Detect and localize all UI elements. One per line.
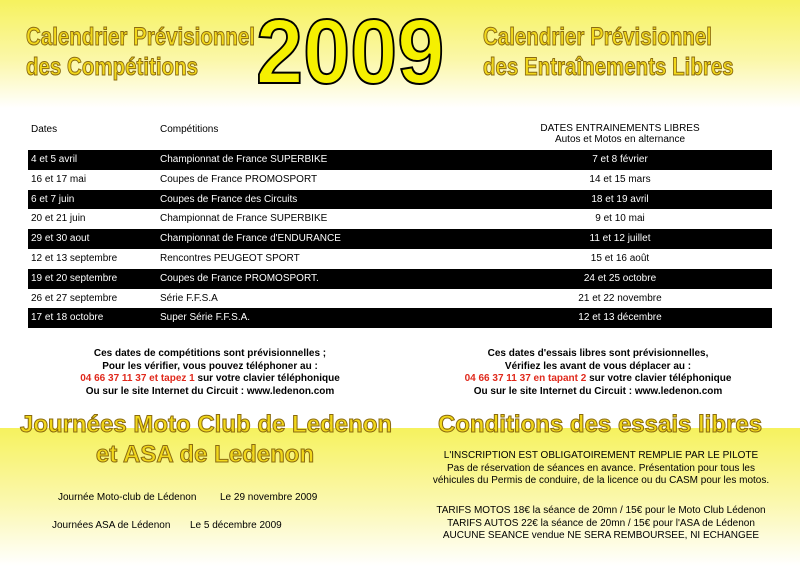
row-competition: Coupes de France PROMOSPORT: [160, 173, 318, 185]
moto-club-day-label: Journée Moto-club de Lédenon: [58, 492, 197, 503]
row-date: 20 et 21 juin: [31, 213, 86, 225]
table-row: [28, 150, 772, 170]
table-row: [28, 229, 772, 249]
moto-club-day: [58, 492, 317, 505]
column-header-training-line-1: DATES ENTRAINEMENTS LIBRES: [540, 123, 700, 134]
row-date: 29 et 30 aout: [31, 233, 90, 245]
training-phone: 04 66 37 11 37 en tapant 2: [464, 373, 587, 384]
training-title-line-2: des Entraînements Libres: [483, 53, 734, 81]
table-row: [28, 190, 772, 210]
asa-day: [52, 520, 282, 533]
row-training-date: 9 et 10 mai: [595, 213, 645, 225]
training-phone-rest: sur votre clavier téléphonique: [586, 373, 732, 384]
row-competition: Rencontres PEUGEOT SPORT: [160, 252, 300, 264]
conditions-line-1: L'INSCRIPTION EST OBLIGATOIREMENT REMPLIE PAR LE PILOTE: [443, 450, 759, 461]
training-notice-line-2: Vérifiez les avant de vous déplacer au :: [504, 360, 692, 372]
row-training-date: 7 et 8 février: [592, 154, 648, 165]
competitions-calendar-title: [26, 22, 255, 82]
column-header-training: [500, 123, 740, 145]
asa-day-date: Le 5 décembre 2009: [190, 520, 282, 531]
column-header-training-line-2: Autos et Motos en alternance: [554, 134, 686, 145]
row-date: 19 et 20 septembre: [31, 272, 118, 284]
tariff-autos: TARIFS AUTOS 22€ la séance de 20mn / 15€ pour l'ASA de Lédenon: [447, 517, 755, 529]
row-training-date: 24 et 25 octobre: [583, 272, 657, 284]
conditions-rules: [408, 450, 794, 488]
row-competition: Coupes de France PROMOSPORT.: [160, 272, 319, 284]
row-competition: Championnat de France d'ENDURANCE: [160, 233, 341, 245]
competitions-phone: 04 66 37 11 37 et tapez 1: [80, 373, 195, 384]
row-training-date: 12 et 13 décembre: [578, 312, 662, 324]
competitions-notice-line-3: [40, 373, 380, 386]
training-notice-line-3: [418, 373, 778, 386]
row-training-date: 15 et 16 août: [590, 252, 650, 264]
journees-title-line-1: Journées Moto Club de Ledenon: [20, 411, 393, 438]
journees-title: [20, 410, 393, 470]
conditions-title: Conditions des essais libres: [437, 411, 763, 438]
asa-day-label: Journées ASA de Lédenon: [52, 520, 171, 531]
table-row: [28, 308, 772, 328]
column-header-competitions: Compétitions: [160, 124, 219, 135]
row-date: 26 et 27 septembre: [31, 292, 118, 304]
competitions-notice: [40, 348, 380, 398]
moto-club-day-date: Le 29 novembre 2009: [220, 492, 318, 503]
conditions-tariffs: [408, 505, 794, 543]
training-website-line[interactable]: Ou sur le site Internet du Circuit : www.ledenon.com: [473, 385, 723, 397]
row-competition: Championnat de France SUPERBIKE: [160, 213, 328, 225]
row-competition: Super Série F.F.S.A.: [160, 312, 251, 324]
table-row: [28, 289, 772, 309]
training-notice-line-1: Ces dates d'essais libres sont prévisionnelles,: [487, 348, 709, 359]
competitions-title-line-2: des Compétitions: [26, 53, 198, 81]
table-row: [28, 170, 772, 190]
row-training-date: 18 et 19 avril: [591, 193, 649, 205]
row-date: 12 et 13 septembre: [31, 252, 118, 264]
competitions-notice-line-1: Ces dates de compétitions sont prévisionnelles ;: [93, 348, 327, 359]
table-row: [28, 269, 772, 289]
competitions-website-line[interactable]: Ou sur le site Internet du Circuit : www.ledenon.com: [85, 385, 335, 397]
table-row: [28, 209, 772, 229]
training-calendar-title: [483, 22, 734, 82]
table-row: [28, 249, 772, 269]
conditions-line-3: véhicules du Permis de conduire, de la licence ou du CASM pour les motos.: [432, 475, 770, 486]
journees-title-line-2: et ASA de Ledenon: [95, 441, 315, 468]
calendar-table: [28, 150, 772, 328]
row-date: 4 et 5 avril: [31, 154, 78, 165]
row-date: 6 et 7 juin: [31, 193, 75, 205]
competitions-phone-rest: sur votre clavier téléphonique: [194, 373, 340, 384]
no-refund-notice: AUCUNE SEANCE vendue NE SERA REMBOURSEE, NI ECHANGEE: [442, 530, 760, 541]
competitions-notice-line-2: Pour les vérifier, vous pouvez téléphoner au :: [102, 360, 318, 372]
tariff-motos: TARIFS MOTOS 18€ la séance de 20mn / 15€ pour le Moto Club Lédenon: [436, 505, 766, 516]
training-title-line-1: Calendrier Prévisionnel: [483, 23, 713, 51]
column-header-dates: Dates: [31, 124, 58, 135]
conditions-line-2: Pas de réservation de séances en avance. Présentation pour tous les: [447, 462, 755, 474]
row-date: 17 et 18 octobre: [31, 312, 104, 324]
row-competition: Série F.F.S.A: [160, 292, 218, 304]
row-training-date: 14 et 15 mars: [589, 173, 651, 185]
row-training-date: 11 et 12 juillet: [589, 233, 651, 245]
competitions-title-line-1: Calendrier Prévisionnel: [26, 23, 256, 51]
row-competition: Championnat de France SUPERBIKE: [160, 154, 328, 165]
training-notice: [418, 348, 778, 398]
row-training-date: 21 et 22 novembre: [578, 292, 662, 304]
row-date: 16 et 17 mai: [31, 173, 87, 185]
row-competition: Coupes de France des Circuits: [160, 193, 298, 205]
year-title: 2009: [256, 1, 445, 103]
